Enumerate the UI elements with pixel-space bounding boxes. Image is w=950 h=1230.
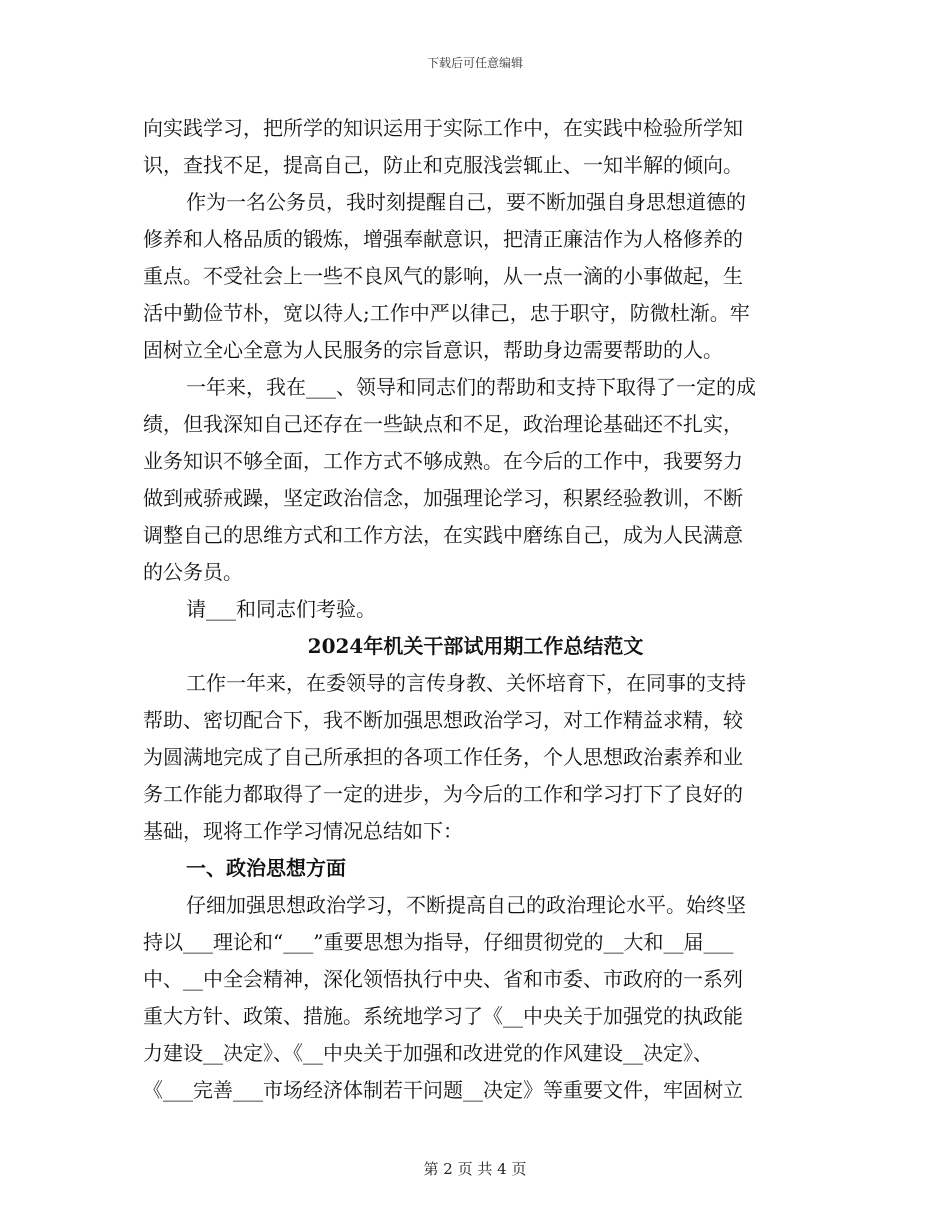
paragraph-line: 仔细加强思想政治学习，不断提高自己的政治理论水平。始终坚: [186, 893, 746, 917]
paragraph-line: 重大方针、政策、措施。系统地学习了《__中央关于加强党的执政能: [143, 1004, 743, 1028]
paragraph-line: 基础，现将工作学习情况总结如下：: [143, 819, 463, 843]
subsection-heading: 一、政治思想方面: [186, 856, 346, 880]
paragraph-line: 作为一名公务员，我时刻提醒自己，要不断加强自身思想道德的: [186, 190, 746, 214]
paragraph-line: 帮助、密切配合下，我不断加强思想政治学习，对工作精益求精，较: [143, 708, 743, 732]
paragraph-line: 业务知识不够全面，工作方式不够成熟。在今后的工作中，我要努力: [143, 449, 743, 473]
paragraph-line: 固树立全心全意为人民服务的宗旨意识，帮助身边需要帮助的人。: [143, 338, 723, 362]
paragraph-line: 做到戒骄戒躁，坚定政治信念，加强理论学习，积累经验教训，不断: [143, 486, 743, 510]
paragraph-line: 《___完善___市场经济体制若干问题__决定》等重要文件，牢固树立: [143, 1078, 743, 1102]
paragraph-line: 活中勤俭节朴，宽以待人;工作中严以律己，忠于职守，防微杜渐。牢: [143, 301, 750, 325]
paragraph-line: 绩，但我深知自己还存在一些缺点和不足，政治理论基础还不扎实，: [143, 412, 743, 436]
paragraph-line: 中、__中全会精神，深化领悟执行中央、省和市委、市政府的一系列: [143, 967, 743, 991]
section-title: 2024年机关干部试用期工作总结范文: [307, 634, 644, 658]
paragraph-line: 请___和同志们考验。: [186, 597, 376, 621]
paragraph-line: 识，查找不足，提高自己，防止和克服浅尝辄止、一知半解的倾向。: [143, 153, 743, 177]
paragraph-line: 修养和人格品质的锻炼，增强奉献意识，把清正廉洁作为人格修养的: [143, 227, 743, 251]
paragraph-line: 调整自己的思维方式和工作方法，在实践中磨练自己，成为人民满意: [143, 523, 743, 547]
paragraph-line: 向实践学习，把所学的知识运用于实际工作中，在实践中检验所学知: [143, 116, 743, 140]
paragraph-line: 务工作能力都取得了一定的进步，为今后的工作和学习打下了良好的: [143, 782, 743, 806]
paragraph-line: 力建设__决定》、《__中央关于加强和改进党的作风建设__决定》、: [143, 1041, 713, 1065]
paragraph-line: 一年来，我在___、领导和同志们的帮助和支持下取得了一定的成: [186, 375, 756, 399]
paragraph-line: 的公务员。: [143, 560, 243, 584]
document-body: [143, 110, 808, 1109]
page-number: 第 2 页 共 4 页: [423, 1160, 527, 1178]
paragraph-line: 工作一年来，在委领导的言传身教、关怀培育下，在同事的支持: [186, 671, 746, 695]
paragraph-line: 重点。不受社会上一些不良风气的影响，从一点一滴的小事做起，生: [143, 264, 743, 288]
paragraph-line: 持以___理论和“___”重要思想为指导，仔细贯彻党的__大和__届___: [143, 930, 734, 954]
page-header-note: 下载后可任意编辑: [426, 56, 523, 70]
paragraph-line: 为圆满地完成了自己所承担的各项工作任务，个人思想政治素养和业: [143, 745, 743, 769]
